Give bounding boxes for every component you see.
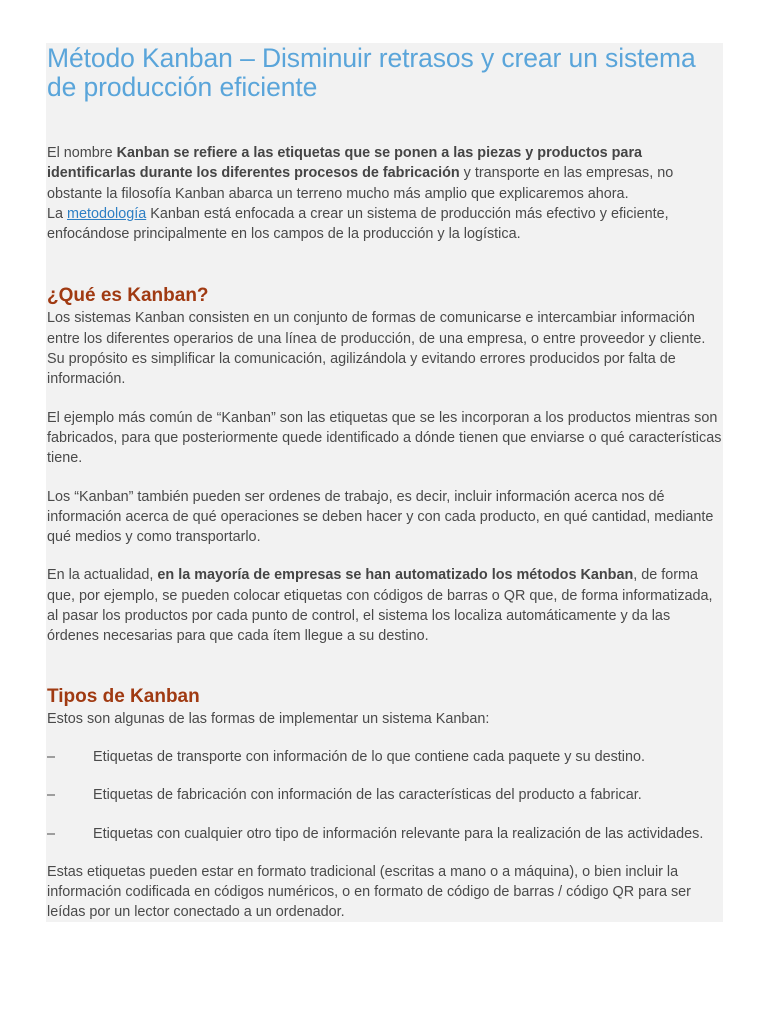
list-item (47, 824, 723, 844)
list-bullet: – (47, 825, 56, 842)
section2-intro: Estos son algunas de las formas de implementar un sistema Kanban: (47, 710, 490, 727)
intro-p2-end: Kanban está enfocada a crear un sistema de producción más efectivo y eficiente, enfocándose principalmente en los campos de la producción y la logística. (47, 205, 669, 243)
section1-p4-start: En la actualidad, (47, 567, 158, 584)
intro-p2-start: La (47, 205, 68, 222)
section-heading-que-es-kanban: ¿Qué es Kanban? (47, 285, 209, 307)
section1-paragraph-4 (47, 565, 723, 646)
section1-paragraph-3: Los “Kanban” también pueden ser ordenes de trabajo, es decir, incluir información acerca nos dé información acerca de qué operaciones se deben hacer y con cada producto, en qué cantidad, mediante qué medios y como transportarlo. (47, 488, 714, 546)
section1-p4-bold: en la mayoría de empresas se han automatizado los métodos Kanban (157, 567, 634, 584)
document-page (46, 43, 723, 922)
section1-p4-end: , de forma que, por ejemplo, se pueden colocar etiquetas con códigos de barras o QR que, de forma informatizada, al pasar los productos por cada punto de control, el sistema los localiza automáticamente y da las órdenes necesarias para que cada ítem llegue a su destino. (47, 567, 713, 645)
section2-closing-paragraph: Estas etiquetas pueden estar en formato tradicional (escritas a mano o a máquina), o bien incluir la información codificada en códigos numéricos, o en formato de código de barras / código QR para ser leídas por un lector conectado a un ordenador. (47, 863, 691, 921)
article-content (46, 43, 723, 923)
section1-paragraph-2: El ejemplo más común de “Kanban” son las etiquetas que se les incorporan a los productos mientras son fabricados, para que posteriormente quede identificado a dónde tienen que enviarse o qué características tiene. (47, 409, 722, 467)
list-bullet: – (47, 787, 56, 804)
intro-p1-start: El nombre (47, 145, 117, 161)
list-item-text: Etiquetas de fabricación con información de las características del producto a fabricar. (93, 787, 642, 804)
intro-p1-end: y transporte en las empresas, no obstante la filosofía Kanban abarca un terreno mucho más amplio que explicaremos ahora. (47, 165, 674, 202)
list-item (47, 785, 723, 805)
page-title: Método Kanban – Disminuir retrasos y crear un sistema de producción eficiente (47, 43, 696, 102)
list-item-text: Etiquetas con cualquier otro tipo de información relevante para la realización de las actividades. (93, 825, 704, 842)
list-item-text: Etiquetas de transporte con información de lo que contiene cada paquete y su destino. (93, 748, 646, 765)
intro-paragraph-1 (47, 143, 723, 244)
intro-p1-bold: Kanban se refiere a las etiquetas que se ponen a las piezas y productos para identificarlas durante los diferentes procesos de fabricación (47, 145, 643, 182)
metodologia-link[interactable]: metodología (67, 205, 147, 222)
section-heading-tipos-de-kanban: Tipos de Kanban (47, 685, 200, 707)
list-bullet: – (47, 748, 56, 765)
list-item (47, 747, 723, 767)
section1-paragraph-1: Los sistemas Kanban consisten en un conjunto de formas de comunicarse e intercambiar información entre los diferentes operarios de una línea de producción, de una empresa, o entre proveedor y cliente. Su propósito es simplificar la comunicación, agilizándola y evitando errores producidos por falta de información. (47, 310, 706, 388)
